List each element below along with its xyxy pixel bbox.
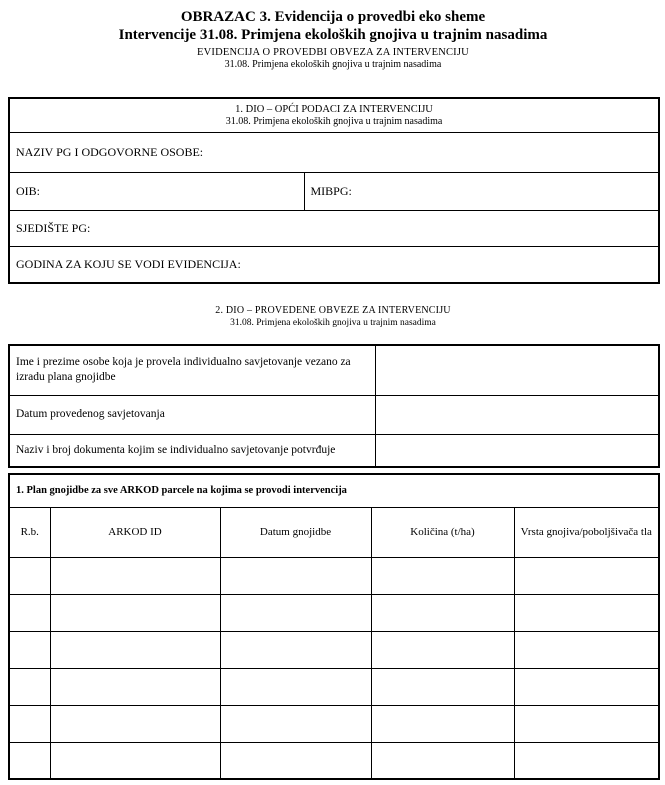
plan-input-cell[interactable] <box>371 594 514 631</box>
section1-table <box>8 97 660 284</box>
section1-header <box>9 98 659 132</box>
consultation-input-cell[interactable] <box>375 395 659 434</box>
plan-input-cell[interactable] <box>9 705 50 742</box>
plan-table-header-row <box>9 507 659 557</box>
mibpg-field[interactable]: MIBPG: <box>304 172 659 210</box>
plan-input-cell[interactable] <box>220 668 371 705</box>
consultation-row-label: Datum provedenog savjetovanja <box>9 395 375 434</box>
doc-subtitle-line1: EVIDENCIJA O PROVEDBI OBVEZA ZA INTERVENCIJU <box>197 47 469 58</box>
section1-header-line1: 1. DIO – OPĆI PODACI ZA INTERVENCIJU <box>235 103 433 115</box>
sjediste-row <box>9 210 659 246</box>
plan-input-cell[interactable] <box>50 594 220 631</box>
plan-input-cell[interactable] <box>514 742 659 779</box>
plan-input-cell[interactable] <box>220 742 371 779</box>
plan-col-header-arkod-id: ARKOD ID <box>50 507 220 557</box>
consultation-table <box>8 344 660 468</box>
plan-table <box>8 473 660 780</box>
plan-input-cell[interactable] <box>50 557 220 594</box>
plan-input-cell[interactable] <box>220 557 371 594</box>
doc-title-line1: OBRAZAC 3. Evidencija o provedbi eko sheme <box>180 9 486 25</box>
section2-heading-line1: 2. DIO – PROVEDENE OBVEZE ZA INTERVENCIJU <box>215 305 451 316</box>
section2-heading-line2: 31.08. Primjena ekoloških gnojiva u trajnim nasadima <box>230 318 436 328</box>
plan-input-cell[interactable] <box>371 668 514 705</box>
plan-col-header-rb: R.b. <box>9 507 50 557</box>
plan-col-header-datum: Datum gnojidbe <box>220 507 371 557</box>
plan-input-cell[interactable] <box>9 557 50 594</box>
doc-subtitle-line2: 31.08. Primjena ekoloških gnojiva u trajnim nasadima <box>224 59 442 70</box>
plan-col-header-kolicina: Količina (t/ha) <box>371 507 514 557</box>
oib-mibpg-row <box>9 172 659 210</box>
consultation-row <box>9 345 659 395</box>
plan-input-cell[interactable] <box>371 631 514 668</box>
plan-table-empty-row <box>9 557 659 594</box>
consultation-row-label: Naziv i broj dokumenta kojim se individualno savjetovanje potvrđuje <box>9 434 375 467</box>
section1-header-row <box>9 98 659 132</box>
document-header <box>8 8 658 71</box>
plan-table-caption-row <box>9 474 659 507</box>
plan-input-cell[interactable] <box>371 705 514 742</box>
plan-input-cell[interactable] <box>9 668 50 705</box>
plan-input-cell[interactable] <box>50 668 220 705</box>
section1-header-line2: 31.08. Primjena ekoloških gnojiva u trajnim nasadima <box>225 115 443 127</box>
plan-input-cell[interactable] <box>9 594 50 631</box>
consultation-input-cell[interactable] <box>375 434 659 467</box>
consultation-row-label: Ime i prezime osobe koja je provela individualno savjetovanje vezano za izradu plana gnojidbe <box>9 345 375 395</box>
oib-field[interactable]: OIB: <box>9 172 304 210</box>
plan-table-empty-row <box>9 668 659 705</box>
plan-table-empty-row <box>9 705 659 742</box>
plan-input-cell[interactable] <box>514 668 659 705</box>
plan-table-empty-row <box>9 631 659 668</box>
section2-heading <box>8 305 658 329</box>
plan-input-cell[interactable] <box>220 631 371 668</box>
sjediste-pg-field[interactable]: SJEDIŠTE PG: <box>9 210 659 246</box>
plan-table-empty-rows <box>9 557 659 779</box>
plan-input-cell[interactable] <box>50 631 220 668</box>
plan-input-cell[interactable] <box>514 705 659 742</box>
plan-input-cell[interactable] <box>371 742 514 779</box>
doc-title-line2: Intervencije 31.08. Primjena ekoloških gnojiva u trajnim nasadima <box>118 27 548 43</box>
plan-input-cell[interactable] <box>514 631 659 668</box>
naziv-pg-row <box>9 132 659 172</box>
plan-input-cell[interactable] <box>371 557 514 594</box>
consultation-row <box>9 395 659 434</box>
consultation-input-cell[interactable] <box>375 345 659 395</box>
plan-table-empty-row <box>9 742 659 779</box>
plan-input-cell[interactable] <box>9 742 50 779</box>
plan-col-header-vrsta: Vrsta gnojiva/poboljšivača tla <box>514 507 659 557</box>
plan-table-caption: 1. Plan gnojidbe za sve ARKOD parcele na kojima se provodi intervencija <box>9 474 659 507</box>
plan-table-empty-row <box>9 594 659 631</box>
consultation-row <box>9 434 659 467</box>
plan-input-cell[interactable] <box>514 594 659 631</box>
plan-input-cell[interactable] <box>220 594 371 631</box>
plan-input-cell[interactable] <box>50 705 220 742</box>
plan-input-cell[interactable] <box>50 742 220 779</box>
godina-row <box>9 246 659 283</box>
plan-input-cell[interactable] <box>220 705 371 742</box>
naziv-pg-field[interactable]: NAZIV PG I ODGOVORNE OSOBE: <box>9 132 659 172</box>
plan-input-cell[interactable] <box>9 631 50 668</box>
plan-input-cell[interactable] <box>514 557 659 594</box>
godina-evidencije-field[interactable]: GODINA ZA KOJU SE VODI EVIDENCIJA: <box>9 246 659 283</box>
